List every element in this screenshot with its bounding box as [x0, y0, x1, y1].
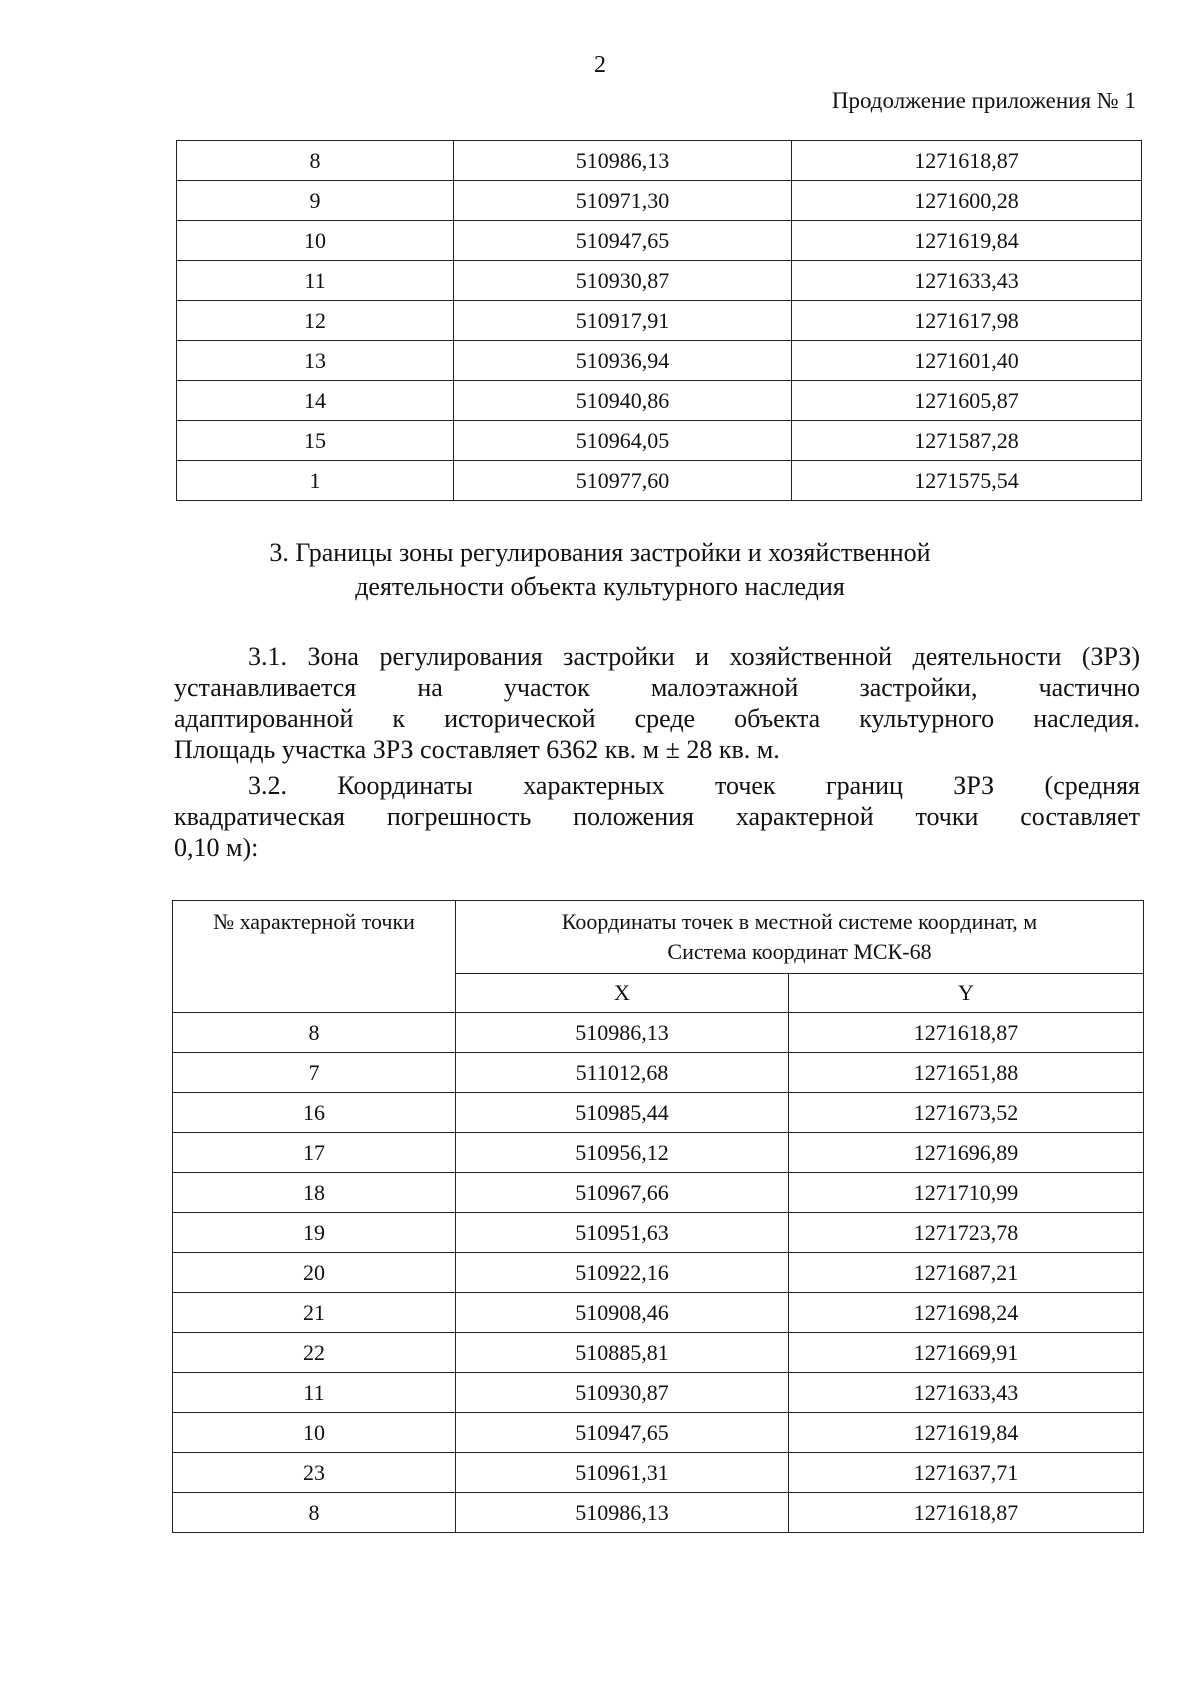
y-coordinate-cell: 1271600,28	[792, 181, 1142, 221]
y-coordinate-cell: 1271633,43	[789, 1373, 1144, 1413]
point-number-cell: 8	[173, 1493, 456, 1533]
table-row	[177, 221, 1142, 261]
table-row	[173, 1253, 1144, 1293]
table-row	[173, 1053, 1144, 1093]
y-coordinate-cell: 1271633,43	[792, 261, 1142, 301]
paragraph-3-2	[174, 770, 1140, 863]
y-coordinate-cell: 1271575,54	[792, 461, 1142, 501]
coordinates-table-continued	[176, 140, 1142, 501]
table-row	[177, 261, 1142, 301]
point-number-cell: 12	[177, 301, 454, 341]
table-row	[177, 421, 1142, 461]
x-coordinate-cell: 510885,81	[456, 1333, 789, 1373]
point-number-cell: 8	[177, 141, 454, 181]
table-row	[177, 301, 1142, 341]
y-coordinate-cell: 1271696,89	[789, 1133, 1144, 1173]
y-coordinate-cell: 1271618,87	[792, 141, 1142, 181]
x-coordinate-cell: 510964,05	[454, 421, 792, 461]
y-coordinate-cell: 1271669,91	[789, 1333, 1144, 1373]
x-coordinate-cell: 510947,65	[456, 1413, 789, 1453]
table-row	[177, 381, 1142, 421]
header-y: Y	[789, 974, 1144, 1013]
table-row	[173, 1173, 1144, 1213]
point-number-cell: 7	[173, 1053, 456, 1093]
page-number: 2	[594, 52, 606, 78]
paragraph-line: Площадь участка ЗРЗ составляет 6362 кв. м ± 28 кв. м.	[174, 735, 780, 764]
y-coordinate-cell: 1271601,40	[792, 341, 1142, 381]
y-coordinate-cell: 1271637,71	[789, 1453, 1144, 1493]
y-coordinate-cell: 1271687,21	[789, 1253, 1144, 1293]
table-row	[173, 1293, 1144, 1333]
x-coordinate-cell: 510986,13	[456, 1493, 789, 1533]
x-coordinate-cell: 511012,68	[456, 1053, 789, 1093]
x-coordinate-cell: 510930,87	[454, 261, 792, 301]
table-row	[173, 1333, 1144, 1373]
point-number-cell: 22	[173, 1333, 456, 1373]
x-coordinate-cell: 510940,86	[454, 381, 792, 421]
header-coordinates-line: Система координат МСК-68	[667, 939, 932, 964]
x-coordinate-cell: 510985,44	[456, 1093, 789, 1133]
point-number-cell: 17	[173, 1133, 456, 1173]
table-row	[173, 1013, 1144, 1053]
header-point-number: № характерной точки	[173, 901, 456, 1013]
section-title-line: деятельности объекта культурного наследия	[355, 572, 845, 601]
header-coordinates	[456, 901, 1144, 974]
table-row	[173, 1133, 1144, 1173]
x-coordinate-cell: 510922,16	[456, 1253, 789, 1293]
x-coordinate-cell: 510967,66	[456, 1173, 789, 1213]
y-coordinate-cell: 1271618,87	[789, 1013, 1144, 1053]
point-number-cell: 11	[173, 1373, 456, 1413]
y-coordinate-cell: 1271619,84	[792, 221, 1142, 261]
y-coordinate-cell: 1271710,99	[789, 1173, 1144, 1213]
section-title-line: 3. Границы зоны регулирования застройки и хозяйственной	[269, 538, 931, 567]
point-number-cell: 16	[173, 1093, 456, 1133]
point-number-cell: 10	[173, 1413, 456, 1453]
table-row	[177, 341, 1142, 381]
point-number-cell: 15	[177, 421, 454, 461]
x-coordinate-cell: 510961,31	[456, 1453, 789, 1493]
paragraph-line: 3.2. Координаты характерных точек границ ЗРЗ (средняя	[248, 771, 1140, 800]
table-row	[177, 141, 1142, 181]
y-coordinate-cell: 1271723,78	[789, 1213, 1144, 1253]
header-coordinates-line: Координаты точек в местной системе координат, м	[561, 909, 1038, 934]
x-coordinate-cell: 510947,65	[454, 221, 792, 261]
point-number-cell: 1	[177, 461, 454, 501]
x-coordinate-cell: 510951,63	[456, 1213, 789, 1253]
y-coordinate-cell: 1271619,84	[789, 1413, 1144, 1453]
table-row	[173, 1373, 1144, 1413]
paragraph-line: устанавливается на участок малоэтажной застройки, частично	[174, 673, 1140, 702]
table-row	[177, 181, 1142, 221]
y-coordinate-cell: 1271651,88	[789, 1053, 1144, 1093]
header-x: X	[456, 974, 789, 1013]
point-number-cell: 8	[173, 1013, 456, 1053]
point-number-cell: 11	[177, 261, 454, 301]
x-coordinate-cell: 510936,94	[454, 341, 792, 381]
point-number-cell: 23	[173, 1453, 456, 1493]
paragraph-line: адаптированной к исторической среде объекта культурного наследия.	[174, 704, 1140, 733]
paragraph-line: 3.1. Зона регулирования застройки и хозяйственной деятельности (ЗРЗ)	[248, 642, 1140, 671]
point-number-cell: 14	[177, 381, 454, 421]
x-coordinate-cell: 510971,30	[454, 181, 792, 221]
x-coordinate-cell: 510917,91	[454, 301, 792, 341]
appendix-label: Продолжение приложения № 1	[831, 88, 1136, 113]
x-coordinate-cell: 510986,13	[454, 141, 792, 181]
y-coordinate-cell: 1271698,24	[789, 1293, 1144, 1333]
table-row	[173, 1413, 1144, 1453]
zrz-coordinates-table	[172, 900, 1144, 1533]
point-number-cell: 20	[173, 1253, 456, 1293]
point-number-cell: 10	[177, 221, 454, 261]
table-row	[173, 1493, 1144, 1533]
y-coordinate-cell: 1271673,52	[789, 1093, 1144, 1133]
point-number-cell: 18	[173, 1173, 456, 1213]
y-coordinate-cell: 1271617,98	[792, 301, 1142, 341]
table-row	[173, 1453, 1144, 1493]
paragraph-3-1	[174, 641, 1140, 765]
y-coordinate-cell: 1271587,28	[792, 421, 1142, 461]
table-row	[173, 1093, 1144, 1133]
table-row	[173, 1213, 1144, 1253]
table-row	[177, 461, 1142, 501]
paragraph-line: квадратическая погрешность положения характерной точки составляет	[174, 802, 1140, 831]
section-title	[0, 536, 1200, 604]
x-coordinate-cell: 510977,60	[454, 461, 792, 501]
point-number-cell: 19	[173, 1213, 456, 1253]
x-coordinate-cell: 510930,87	[456, 1373, 789, 1413]
point-number-cell: 9	[177, 181, 454, 221]
x-coordinate-cell: 510956,12	[456, 1133, 789, 1173]
point-number-cell: 21	[173, 1293, 456, 1333]
x-coordinate-cell: 510908,46	[456, 1293, 789, 1333]
y-coordinate-cell: 1271605,87	[792, 381, 1142, 421]
point-number-cell: 13	[177, 341, 454, 381]
y-coordinate-cell: 1271618,87	[789, 1493, 1144, 1533]
paragraph-line: 0,10 м):	[174, 833, 259, 862]
x-coordinate-cell: 510986,13	[456, 1013, 789, 1053]
